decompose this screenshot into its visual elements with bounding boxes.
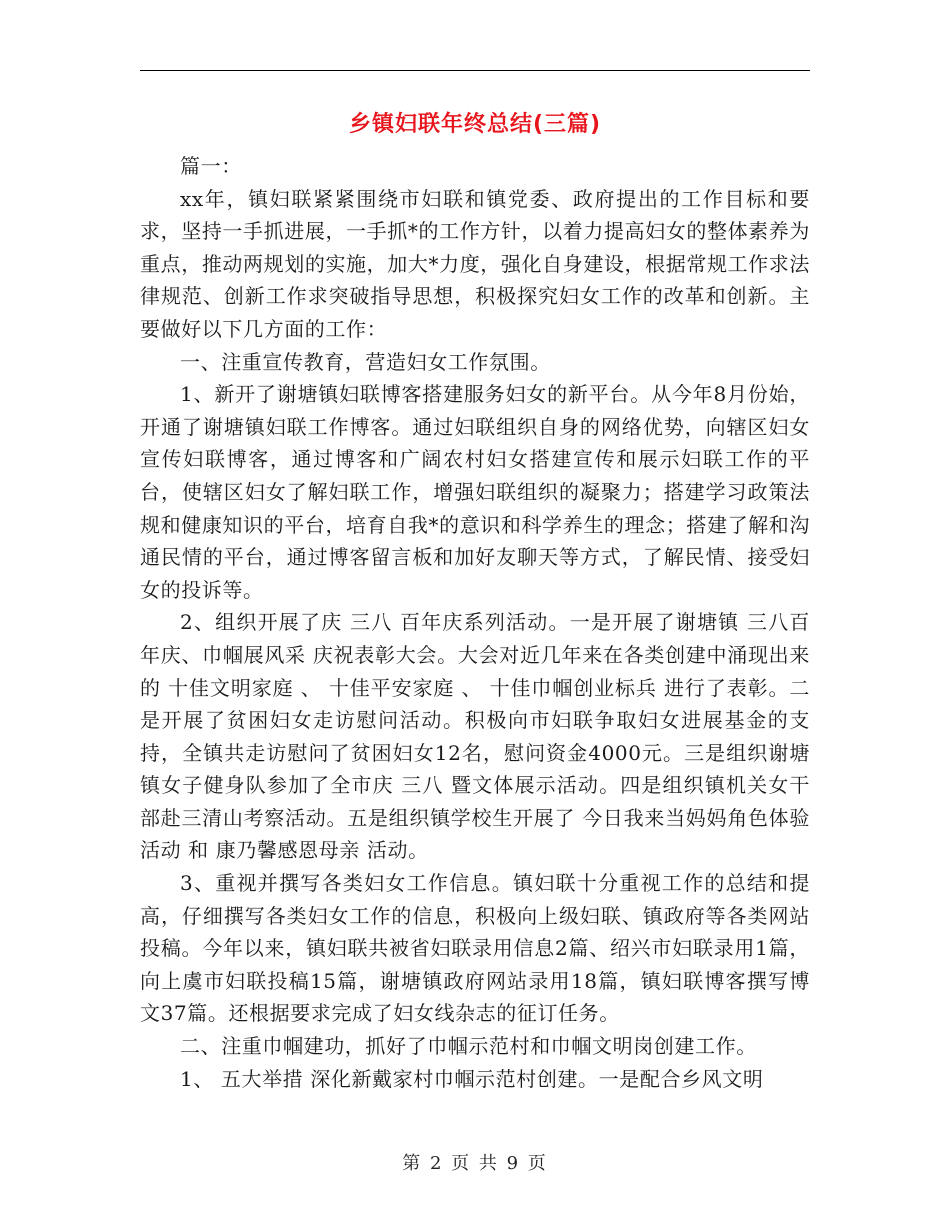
- paragraph: 1、 五大举措 深化新戴家村巾帼示范村创建。一是配合乡风文明: [180, 1066, 764, 1091]
- section-heading: 二、注重巾帼建功，抓好了巾帼示范村和巾帼文明岗创建工作。: [180, 1034, 757, 1059]
- page-footer: 第 2 页 共 9 页: [402, 1153, 548, 1174]
- header-rule: [140, 70, 810, 71]
- document-title: 乡镇妇联年终总结(三篇): [348, 112, 602, 137]
- paragraph: 2、组织开展了庆 三八 百年庆系列活动。一是开展了谢塘镇 三八百年庆、巾帼展风采 庆祝表彰大会。大会对近几年来在各类创建中涌现出来的 十佳文明家庭 、 十佳平安家庭 、 十佳巾帼创业标兵 进行了表彰。二是开展了贫困妇女走访慰问活动。积极向市妇联争取妇女进展基金的支持，全镇共走访慰问了贫困妇女12名，慰问资金4000元。三是组织谢塘镇女子健身队参加了全市庆 三八 暨文体展示活动。四是组织镇机关女干部赴三清山考察活动。五是组织镇学校生开展了 今日我来当妈妈角色体验活动 和 康乃馨感恩母亲 活动。: [140, 610, 810, 863]
- paragraph: 3、重视并撰写各类妇女工作信息。镇妇联十分重视工作的总结和提高，仔细撰写各类妇女工作的信息，积极向上级妇联、镇政府等各类网站投稿。今年以来，镇妇联共被省妇联录用信息2篇、绍兴市妇联录用1篇，向上虞市妇联投稿15篇，谢塘镇政府网站录用18篇，镇妇联博客撰写博文37篇。还根据要求完成了妇女线杂志的征订任务。: [140, 871, 810, 1026]
- document-body: [140, 150, 810, 1095]
- paragraph: xx年，镇妇联紧紧围绕市妇联和镇党委、政府提出的工作目标和要求，坚持一手抓进展，一手抓*的工作方针，以着力提高妇女的整体素养为重点，推动两规划的实施，加大*力度，强化自身建设，根据常规工作求法律规范、创新工作求突破指导思想，积极探究妇女工作的改革和创新。主要做好以下几方面的工作：: [140, 186, 810, 341]
- paragraph: 篇一：: [180, 154, 242, 178]
- section-heading: 一、注重宣传教育，营造妇女工作氛围。: [180, 349, 551, 374]
- paragraph: 1、新开了谢塘镇妇联博客搭建服务妇女的新平台。从今年8月份始，开通了谢塘镇妇联工作博客。通过妇联组织自身的网络优势，向辖区妇女宣传妇联博客，通过博客和广阔农村妇女搭建宣传和展示妇联工作的平台，使辖区妇女了解妇联工作，增强妇联组织的凝聚力；搭建学习政策法规和健康知识的平台，培育自我*的意识和科学养生的理念；搭建了解和沟通民情的平台，通过博客留言板和加好友聊天等方式，了解民情、接受妇女的投诉等。: [140, 382, 810, 602]
